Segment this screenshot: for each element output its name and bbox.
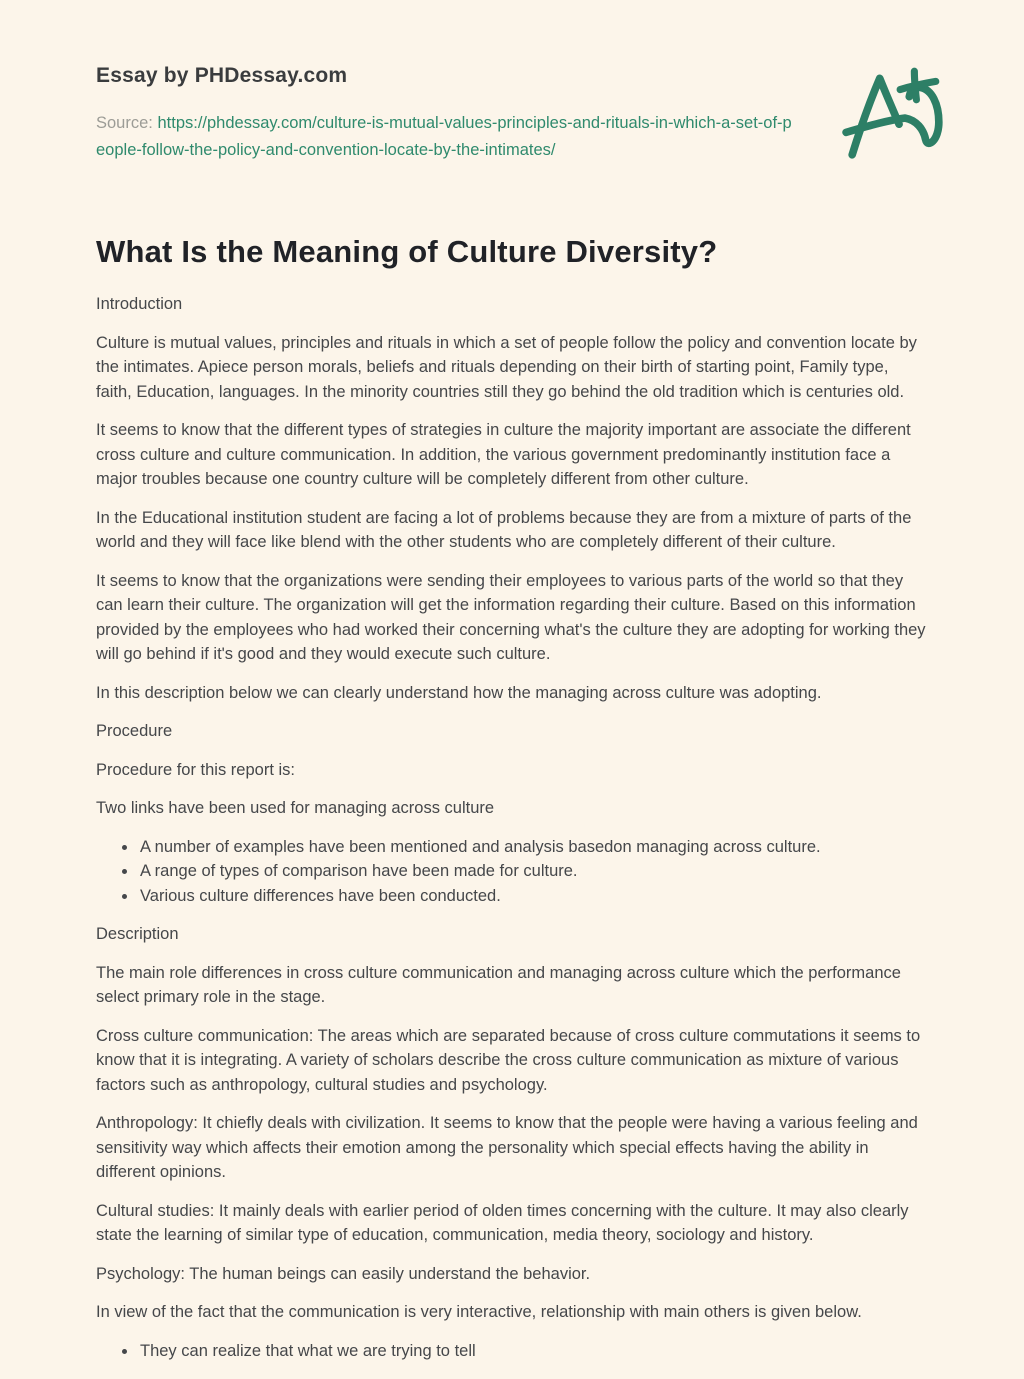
relationship-bullet-list <box>96 1339 896 1364</box>
description-label: Description <box>96 925 179 943</box>
body-paragraph: Two links have been used for managing across culture <box>96 799 495 817</box>
body-paragraph: In this description below we can clearly understand how the managing across culture was adopting. <box>96 683 822 702</box>
body-paragraph: Cross culture communication: The areas which are separated because of cross culture commutations it seems to know that it is integrating. A variety of scholars describe the cross culture communication as mixture of various factors such as anthropology, cultural studies and psychology. <box>96 1026 921 1094</box>
body-paragraph: Culture is mutual values, principles and rituals in which a set of people follow the policy and convention locate by the intimates. Apiece person morals, beliefs and rituals depending on their birth of starting point, Family type, faith, Education, languages. In the minority countries still they go behind the old tradition which is centuries old. <box>96 333 917 401</box>
body-paragraph: Procedure for this report is: <box>96 760 295 779</box>
site-title: Essay by PHDessay.com <box>96 64 348 87</box>
body-paragraph: In the Educational institution student are facing a lot of problems because they are from a mixture of parts of the world and they will face like blend with the other students who are completely different of their culture. <box>96 508 912 551</box>
page-title: What Is the Meaning of Culture Diversity? <box>96 234 718 269</box>
source-url-link[interactable]: https://phdessay.com/culture-is-mutual-values-principles-and-rituals-in-which-a-set-of-people-follow-the-policy-and-convention-locate-by-the-intimates/ <box>96 114 792 159</box>
procedure-label: Procedure <box>96 722 173 740</box>
intro-label: Introduction <box>96 295 183 313</box>
body-paragraph: It seems to know that the organizations were sending their employees to various parts of the world so that they can learn their culture. The organization will get the information regarding their culture. Based on this information provided by the employees who had worked their concerning what's the culture they are adopting for working they will go behind if it's good and they would execute such culture. <box>96 571 926 663</box>
bullet-item: • A number of examples have been mentioned and analysis basedon managing across culture. <box>138 835 896 860</box>
bullet-item: • They can realize that what we are trying to tell <box>138 1339 896 1364</box>
source-label: Source: <box>96 114 153 132</box>
document-header <box>96 64 928 164</box>
body-paragraph: In view of the fact that the communication is very interactive, relationship with main others is given below. <box>96 1303 862 1321</box>
body-paragraph: Cultural studies: It mainly deals with earlier period of olden times concerning with the culture. It may also clearly state the learning of similar type of education, communication, media theory, sociology and history. <box>96 1201 909 1244</box>
source-line <box>96 110 796 164</box>
body-paragraph: Anthropology: It chiefly deals with civilization. It seems to know that the people were having a various feeling and sensitivity way which affects their emotion among the personality which special effects having the ability in different opinions. <box>96 1114 918 1181</box>
body-paragraph: Psychology: The human beings can easily understand the behavior. <box>96 1264 591 1283</box>
procedure-bullet-list <box>96 835 896 909</box>
a-plus-logo-icon <box>842 67 948 159</box>
bullet-item: • A range of types of comparison have been made for culture. <box>138 859 896 884</box>
body-paragraph: The main role differences in cross culture communication and managing across culture which the performance select primary role in the stage. <box>96 963 901 1006</box>
article-body <box>96 292 928 1363</box>
body-paragraph: It seems to know that the different types of strategies in culture the majority important are associate the different cross culture and culture communication. In addition, the various government predominantly institution face a major troubles because one country culture will be completely different from other culture. <box>96 421 911 488</box>
bullet-item: • Various culture differences have been conducted. <box>138 884 896 909</box>
